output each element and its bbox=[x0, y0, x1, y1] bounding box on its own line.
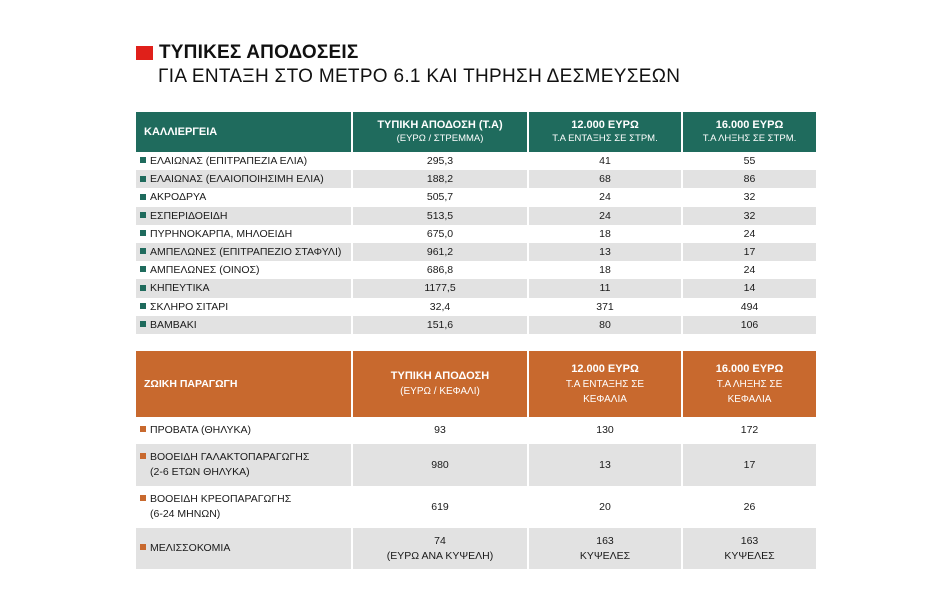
livestock-header-row bbox=[136, 351, 816, 417]
livestock-name: ΒΟΟΕΙΔΗ ΚΡΕΟΠΑΡΑΓΩΓΗΣ bbox=[150, 493, 292, 505]
crops-col-end-sub: Τ.Α ΛΗΞΗΣ ΣΕ ΣΤΡΜ. bbox=[702, 133, 797, 144]
yield-cell: 93 bbox=[352, 417, 528, 444]
crop-name: ΑΜΠΕΛΩΝΕΣ (ΕΠΙΤΡΑΠΕΖΙΟ ΣΤΑΦΥΛΙ) bbox=[150, 246, 342, 259]
end-value: 163 bbox=[740, 534, 759, 547]
orange-square-bullet-icon bbox=[140, 544, 146, 550]
end-cell: 26 bbox=[682, 486, 816, 528]
livestock-col-yield-main: ΤΥΠΙΚΗ ΑΠΟΔΟΣΗ bbox=[390, 370, 490, 382]
crop-name: ΕΛΑΙΩΝΑΣ (ΕΛΑΙΟΠΟΙΗΣΙΜΗ ΕΛΙΑ) bbox=[150, 173, 324, 186]
yield-unit: (ΕΥΡΩ ΑΝΑ ΚΥΨΕΛΗ) bbox=[386, 549, 494, 562]
yield-cell: 295,3 bbox=[352, 152, 528, 170]
yield-cell: 505,7 bbox=[352, 188, 528, 206]
end-cell: 86 bbox=[682, 170, 816, 188]
end-cell: 17 bbox=[682, 444, 816, 486]
table-row bbox=[136, 444, 816, 486]
green-square-bullet-icon bbox=[140, 303, 146, 309]
crops-col-end bbox=[682, 112, 816, 152]
end-cell: 32 bbox=[682, 207, 816, 225]
livestock-name: ΒΟΟΕΙΔΗ ΓΑΛΑΚΤΟΠΑΡΑΓΩΓΗΣ bbox=[150, 451, 310, 463]
table-row bbox=[136, 486, 816, 528]
orange-square-bullet-icon bbox=[140, 453, 146, 459]
livestock-col-yield-sub: (ΕΥΡΩ / ΚΕΦΑΛΙ) bbox=[400, 386, 480, 397]
table-row bbox=[136, 528, 816, 569]
livestock-table bbox=[136, 351, 816, 569]
green-square-bullet-icon bbox=[140, 157, 146, 163]
entry-cell: 11 bbox=[528, 279, 682, 297]
entry-cell: 41 bbox=[528, 152, 682, 170]
table-row bbox=[136, 417, 816, 444]
crop-name: ΕΛΑΙΩΝΑΣ (ΕΠΙΤΡΑΠΕΖΙΑ ΕΛΙΑ) bbox=[150, 155, 308, 168]
crops-col-crop: ΚΑΛΛΙΕΡΓΕΙΑ bbox=[136, 112, 352, 152]
yield-cell: 961,2 bbox=[352, 243, 528, 261]
table-row bbox=[136, 243, 816, 261]
table-row bbox=[136, 170, 816, 188]
livestock-name-detail: (6-24 ΜΗΝΩΝ) bbox=[150, 508, 221, 520]
end-cell: 24 bbox=[682, 225, 816, 243]
livestock-name: ΜΕΛΙΣΣΟΚΟΜΙΑ bbox=[150, 542, 231, 554]
crop-name: ΑΚΡΟΔΡΥΑ bbox=[150, 191, 207, 204]
livestock-col-end-sub2: ΚΕΦΑΛΙΑ bbox=[727, 393, 772, 405]
crop-name: ΣΚΛΗΡΟ ΣΙΤΑΡΙ bbox=[150, 300, 229, 313]
livestock-name-detail: (2-6 ΕΤΩΝ ΘΗΛΥΚΑ) bbox=[150, 466, 250, 478]
crop-name: ΒΑΜΒΑΚΙ bbox=[150, 318, 197, 331]
livestock-name-cell bbox=[136, 486, 352, 528]
end-cell: 24 bbox=[682, 261, 816, 279]
yield-cell: 686,8 bbox=[352, 261, 528, 279]
end-unit: ΚΥΨΕΛΕΣ bbox=[724, 549, 775, 562]
table-row bbox=[136, 261, 816, 279]
red-square-marker bbox=[136, 46, 153, 60]
livestock-col-end-sub1: Τ.Α ΛΗΞΗΣ ΣΕ bbox=[716, 378, 783, 390]
green-square-bullet-icon bbox=[140, 194, 146, 200]
page-title: ΤΥΠΙΚΕΣ ΑΠΟΔΟΣΕΙΣ bbox=[159, 42, 359, 63]
yield-cell: 980 bbox=[352, 444, 528, 486]
end-cell: 172 bbox=[682, 417, 816, 444]
page-subtitle: ΓΙΑ ΕΝΤΑΞΗ ΣΤΟ ΜΕΤΡΟ 6.1 ΚΑΙ ΤΗΡΗΣΗ ΔΕΣΜΕΥΣΕΩΝ bbox=[158, 66, 681, 87]
crops-col-yield-main: ΤΥΠΙΚΗ ΑΠΟΔΟΣΗ (Τ.Α) bbox=[377, 119, 503, 131]
entry-value: 163 bbox=[596, 534, 614, 547]
yield-cell: 619 bbox=[352, 486, 528, 528]
green-square-bullet-icon bbox=[140, 321, 146, 327]
table-row bbox=[136, 152, 816, 170]
crop-name: ΠΥΡΗΝΟΚΑΡΠΑ, ΜΗΛΟΕΙΔΗ bbox=[150, 227, 293, 240]
entry-unit: ΚΥΨΕΛΕΣ bbox=[579, 549, 631, 562]
green-square-bullet-icon bbox=[140, 176, 146, 182]
livestock-name-cell bbox=[136, 417, 352, 444]
crops-col-yield-sub: (ΕΥΡΩ / ΣΤΡΕΜΜΑ) bbox=[396, 133, 484, 144]
table-row bbox=[136, 225, 816, 243]
entry-cell: 24 bbox=[528, 188, 682, 206]
crop-name-cell bbox=[136, 152, 352, 170]
end-cell: 55 bbox=[682, 152, 816, 170]
crop-name-cell bbox=[136, 261, 352, 279]
livestock-col-entry-sub2: ΚΕΦΑΛΙΑ bbox=[583, 393, 627, 405]
yield-cell: 513,5 bbox=[352, 207, 528, 225]
crop-name-cell bbox=[136, 225, 352, 243]
livestock-col-entry-sub1: Τ.Α ΕΝΤΑΞΗΣ ΣΕ bbox=[565, 378, 645, 390]
green-square-bullet-icon bbox=[140, 212, 146, 218]
crop-name-cell bbox=[136, 188, 352, 206]
crops-table bbox=[136, 112, 816, 334]
livestock-col-production: ΖΩΙΚΗ ΠΑΡΑΓΩΓΗ bbox=[136, 351, 352, 417]
livestock-col-end-main: 16.000 ΕΥΡΩ bbox=[715, 362, 784, 375]
green-square-bullet-icon bbox=[140, 248, 146, 254]
crop-name-cell bbox=[136, 170, 352, 188]
crops-col-entry-sub: Τ.Α ΕΝΤΑΞΗΣ ΣΕ ΣΤΡΜ. bbox=[552, 133, 658, 144]
crop-name: ΑΜΠΕΛΩΝΕΣ (ΟΙΝΟΣ) bbox=[150, 264, 260, 277]
yield-cell bbox=[352, 528, 528, 569]
entry-cell: 80 bbox=[528, 316, 682, 334]
crop-name-cell bbox=[136, 279, 352, 297]
crop-name-cell bbox=[136, 316, 352, 334]
green-square-bullet-icon bbox=[140, 266, 146, 272]
yield-cell: 188,2 bbox=[352, 170, 528, 188]
table-row bbox=[136, 279, 816, 297]
yield-cell: 675,0 bbox=[352, 225, 528, 243]
entry-cell: 13 bbox=[528, 444, 682, 486]
crop-name-cell bbox=[136, 207, 352, 225]
yield-value: 74 bbox=[434, 534, 446, 547]
end-cell bbox=[682, 528, 816, 569]
green-square-bullet-icon bbox=[140, 285, 146, 291]
entry-cell: 68 bbox=[528, 170, 682, 188]
table-row bbox=[136, 316, 816, 334]
crops-header-row bbox=[136, 112, 816, 152]
table-row bbox=[136, 188, 816, 206]
crops-col-end-main: 16.000 ΕΥΡΩ bbox=[715, 119, 784, 131]
entry-cell: 371 bbox=[528, 298, 682, 316]
end-cell: 106 bbox=[682, 316, 816, 334]
crop-name: ΕΣΠΕΡΙΔΟΕΙΔΗ bbox=[150, 209, 228, 222]
crop-name: ΚΗΠΕΥΤΙΚΑ bbox=[150, 282, 210, 295]
livestock-name: ΠΡΟΒΑΤΑ (ΘΗΛΥΚΑ) bbox=[150, 424, 251, 436]
title-block bbox=[136, 42, 358, 64]
yield-cell: 1177,5 bbox=[352, 279, 528, 297]
table-row bbox=[136, 298, 816, 316]
yield-cell: 32,4 bbox=[352, 298, 528, 316]
crops-col-entry bbox=[528, 112, 682, 152]
table-row bbox=[136, 207, 816, 225]
entry-cell: 130 bbox=[528, 417, 682, 444]
livestock-col-yield bbox=[352, 351, 528, 417]
entry-cell: 13 bbox=[528, 243, 682, 261]
green-square-bullet-icon bbox=[140, 230, 146, 236]
end-cell: 14 bbox=[682, 279, 816, 297]
end-cell: 17 bbox=[682, 243, 816, 261]
end-cell: 32 bbox=[682, 188, 816, 206]
livestock-col-entry bbox=[528, 351, 682, 417]
end-cell: 494 bbox=[682, 298, 816, 316]
entry-cell: 18 bbox=[528, 225, 682, 243]
livestock-col-entry-main: 12.000 ΕΥΡΩ bbox=[571, 362, 639, 375]
crops-col-yield bbox=[352, 112, 528, 152]
crop-name-cell bbox=[136, 243, 352, 261]
orange-square-bullet-icon bbox=[140, 426, 146, 432]
entry-cell: 18 bbox=[528, 261, 682, 279]
livestock-name-cell bbox=[136, 444, 352, 486]
livestock-name-cell bbox=[136, 528, 352, 569]
entry-cell: 20 bbox=[528, 486, 682, 528]
crop-name-cell bbox=[136, 298, 352, 316]
entry-cell: 24 bbox=[528, 207, 682, 225]
crops-col-entry-main: 12.000 ΕΥΡΩ bbox=[571, 119, 639, 131]
orange-square-bullet-icon bbox=[140, 495, 146, 501]
yield-cell: 151,6 bbox=[352, 316, 528, 334]
livestock-col-end bbox=[682, 351, 816, 417]
entry-cell bbox=[528, 528, 682, 569]
